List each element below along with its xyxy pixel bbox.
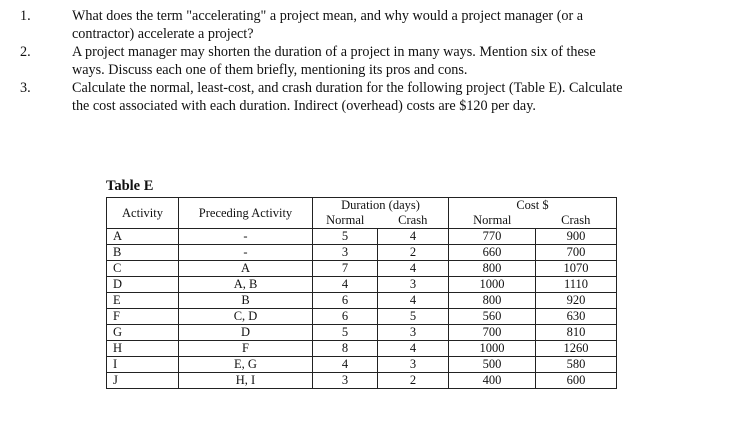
- cell-activity: E: [107, 293, 179, 309]
- header-preceding-activity: Preceding Activity: [179, 198, 313, 229]
- table-row: [107, 293, 617, 309]
- cell-cost-crash: 600: [536, 373, 617, 389]
- cell-duration-normal: 3: [313, 373, 378, 389]
- cell-cost-normal: 700: [449, 325, 536, 341]
- cell-duration-normal: 5: [313, 229, 378, 245]
- question-line: the cost associated with each duration. Indirect (overhead) costs are $120 per day.: [72, 98, 536, 114]
- cell-duration-normal: 3: [313, 245, 378, 261]
- cell-activity: C: [107, 261, 179, 277]
- question-line: Calculate the normal, least-cost, and crash duration for the following project (Table E). Calculate: [72, 80, 623, 96]
- table-row: [107, 309, 617, 325]
- cell-duration-normal: 6: [313, 309, 378, 325]
- cell-activity: F: [107, 309, 179, 325]
- question-line: What does the term "accelerating" a project mean, and why would a project manager (or a: [72, 8, 584, 24]
- cell-cost-crash: 900: [536, 229, 617, 245]
- cell-duration-crash: 5: [378, 309, 449, 325]
- header-cost-group: Cost $: [449, 198, 617, 214]
- question-1: [20, 7, 735, 43]
- cell-preceding-activity: E, G: [179, 357, 313, 373]
- cell-cost-crash: 810: [536, 325, 617, 341]
- cell-preceding-activity: F: [179, 341, 313, 357]
- table-row: [107, 325, 617, 341]
- table-row: [107, 245, 617, 261]
- cell-duration-crash: 4: [378, 293, 449, 309]
- table-body: [107, 198, 617, 389]
- cell-cost-normal: 770: [449, 229, 536, 245]
- cell-activity: H: [107, 341, 179, 357]
- cell-duration-crash: 4: [378, 261, 449, 277]
- cell-duration-normal: 4: [313, 277, 378, 293]
- question-line: contractor) accelerate a project?: [72, 26, 254, 42]
- cell-activity: B: [107, 245, 179, 261]
- cell-cost-normal: 500: [449, 357, 536, 373]
- table-row: [107, 357, 617, 373]
- cell-preceding-activity: B: [179, 293, 313, 309]
- header-duration-group: Duration (days): [313, 198, 449, 214]
- cell-duration-normal: 5: [313, 325, 378, 341]
- cell-duration-crash: 4: [378, 229, 449, 245]
- cell-duration-crash: 4: [378, 341, 449, 357]
- cell-preceding-activity: H, I: [179, 373, 313, 389]
- cell-cost-crash: 1070: [536, 261, 617, 277]
- table-row: [107, 261, 617, 277]
- cell-preceding-activity: -: [179, 229, 313, 245]
- cell-preceding-activity: A: [179, 261, 313, 277]
- cell-cost-crash: 580: [536, 357, 617, 373]
- question-line: ways. Discuss each one of them briefly, mentioning its pros and cons.: [72, 62, 468, 78]
- cell-cost-crash: 1110: [536, 277, 617, 293]
- table-header-row: [107, 198, 617, 214]
- cell-cost-normal: 660: [449, 245, 536, 261]
- header-duration-normal: Normal: [313, 213, 378, 229]
- cell-cost-crash: 920: [536, 293, 617, 309]
- header-activity: Activity: [107, 198, 179, 229]
- cell-activity: I: [107, 357, 179, 373]
- question-text: [72, 79, 735, 115]
- cell-duration-crash: 3: [378, 357, 449, 373]
- cell-duration-normal: 7: [313, 261, 378, 277]
- cell-preceding-activity: D: [179, 325, 313, 341]
- cell-duration-normal: 6: [313, 293, 378, 309]
- cell-activity: D: [107, 277, 179, 293]
- cell-activity: G: [107, 325, 179, 341]
- table-row: [107, 341, 617, 357]
- cell-duration-normal: 8: [313, 341, 378, 357]
- question-list: [20, 7, 735, 115]
- question-number: 1.: [20, 8, 31, 24]
- cell-preceding-activity: A, B: [179, 277, 313, 293]
- cell-cost-normal: 800: [449, 261, 536, 277]
- table-caption: Table E: [106, 178, 154, 194]
- question-text: [72, 43, 735, 79]
- cell-preceding-activity: -: [179, 245, 313, 261]
- question-3: [20, 79, 735, 115]
- question-number: 3.: [20, 80, 31, 96]
- header-cost-crash: Crash: [536, 213, 617, 229]
- cell-cost-normal: 400: [449, 373, 536, 389]
- activity-table: [106, 197, 617, 389]
- question-2: [20, 43, 735, 79]
- table-row: [107, 229, 617, 245]
- question-line: A project manager may shorten the duration of a project in many ways. Mention six of these: [72, 44, 596, 60]
- cell-activity: A: [107, 229, 179, 245]
- cell-cost-normal: 1000: [449, 277, 536, 293]
- cell-cost-crash: 700: [536, 245, 617, 261]
- cell-cost-normal: 800: [449, 293, 536, 309]
- cell-cost-normal: 560: [449, 309, 536, 325]
- header-duration-crash: Crash: [378, 213, 449, 229]
- question-text: [72, 7, 735, 43]
- cell-cost-crash: 1260: [536, 341, 617, 357]
- table-row: [107, 373, 617, 389]
- cell-duration-crash: 3: [378, 277, 449, 293]
- cell-duration-crash: 2: [378, 373, 449, 389]
- cell-cost-normal: 1000: [449, 341, 536, 357]
- question-number: 2.: [20, 44, 31, 60]
- cell-duration-crash: 2: [378, 245, 449, 261]
- cell-cost-crash: 630: [536, 309, 617, 325]
- cell-activity: J: [107, 373, 179, 389]
- table-row: [107, 277, 617, 293]
- cell-preceding-activity: C, D: [179, 309, 313, 325]
- header-cost-normal: Normal: [449, 213, 536, 229]
- cell-duration-crash: 3: [378, 325, 449, 341]
- cell-duration-normal: 4: [313, 357, 378, 373]
